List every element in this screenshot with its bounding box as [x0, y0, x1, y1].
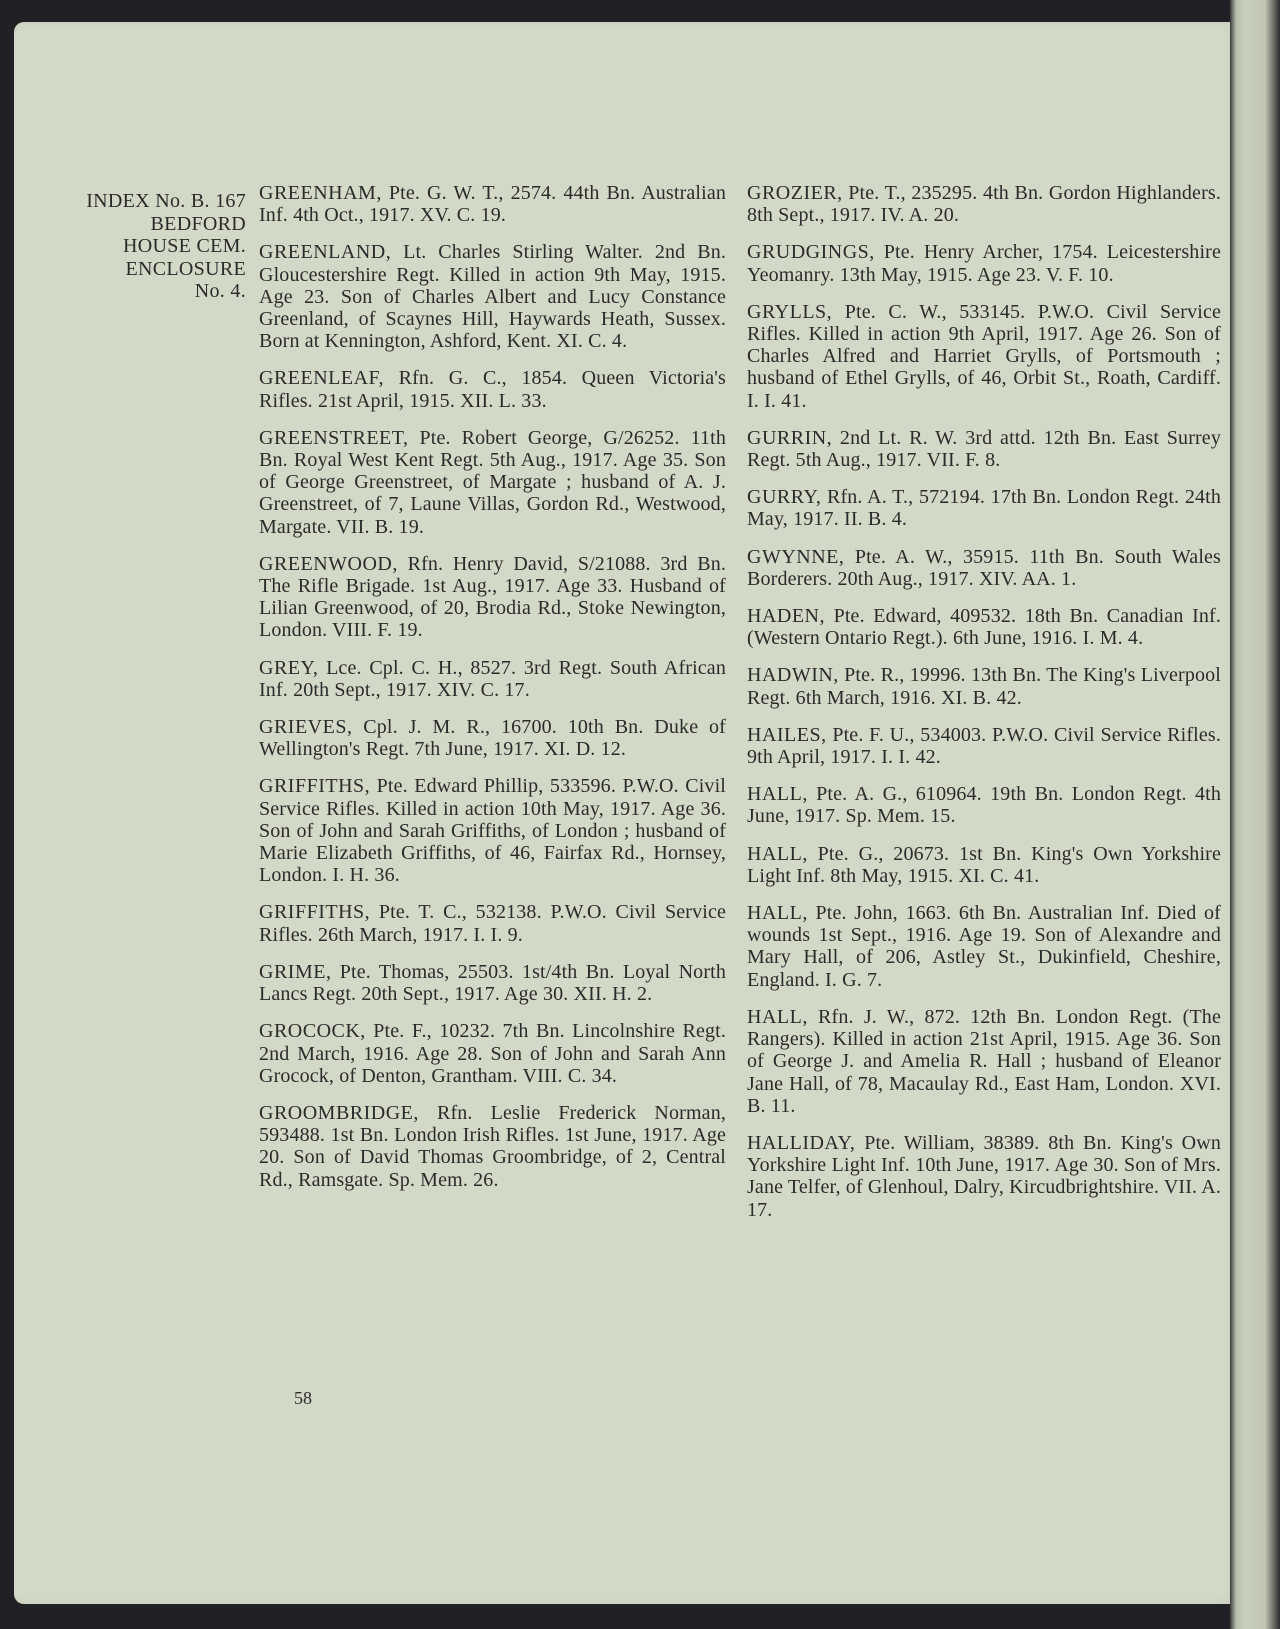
surname: GROOMBRIDGE, [259, 1101, 419, 1124]
casualty-entry [259, 1020, 726, 1087]
entry-details: Pte. T., 235295. 4th Bn. Gordon Highlanders. 8th Sept., 1917. IV. A. 20. [747, 182, 1221, 227]
casualty-entry [747, 241, 1221, 285]
entry-details: Rfn. J. W., 872. 12th Bn. London Regt. (The Rangers). Killed in action 21st April, 1915. Age 36. Son of George J. and Amelia R. Hall ; husband of Eleanor Jane Hall, of 78, Macaulay Rd., East Ham, London. XVI. B. 11. [747, 1005, 1221, 1117]
page-number: 58 [294, 1388, 312, 1408]
entry-details: Pte. A. G., 610964. 19th Bn. London Regt. 4th June, 1917. Sp. Mem. 15. [747, 783, 1221, 828]
casualty-entry [747, 783, 1221, 827]
entry-details: Lce. Cpl. C. H., 8527. 3rd Regt. South African Inf. 20th Sept., 1917. XIV. C. 17. [259, 656, 726, 701]
casualty-entry [259, 553, 726, 642]
entry-details: Pte. C. W., 533145. P.W.O. Civil Service Rifles. Killed in action 9th April, 1917. Age 26. Son of Charles Alfred and Harriet Grylls, of Portsmouth ; husband of Ethel Grylls, of 46, Orbit St., Roath, Cardiff. I. I. 41. [747, 300, 1221, 412]
surname: GROZIER, [747, 182, 843, 204]
entry-details: Rfn. Leslie Frederick Norman, 593488. 1st Bn. London Irish Rifles. 1st June, 1917. Age 20. Son of David Thomas Groombridge, of 2, Central Rd., Ramsgate. Sp. Mem. 26. [259, 1101, 726, 1191]
surname: GREENWOOD, [259, 552, 398, 575]
header-line: INDEX No. B. 167 [86, 190, 246, 212]
header-line: No. 4. [194, 280, 246, 302]
casualty-entry [747, 182, 1221, 226]
surname: GWYNNE, [747, 545, 845, 568]
casualty-entry [259, 716, 726, 760]
surname: GRIME, [259, 960, 332, 983]
surname: GRIFFITHS, [259, 901, 371, 924]
surname: GRIFFITHS, [259, 775, 371, 798]
entry-details: Rfn. A. T., 572194. 17th Bn. London Regt. 24th May, 1917. II. B. 4. [747, 486, 1221, 531]
casualty-entry [747, 427, 1221, 471]
header-line: BEDFORD [150, 212, 246, 235]
right-column [747, 182, 1221, 1236]
entry-details: Pte. Henry Archer, 1754. Leicestershire Yeomanry. 13th May, 1915. Age 23. V. F. 10. [747, 241, 1221, 286]
entry-details: 2nd Lt. R. W. 3rd attd. 12th Bn. East Surrey Regt. 5th Aug., 1917. VII. F. 8. [747, 426, 1221, 472]
surname: HALLIDAY, [747, 1131, 856, 1154]
surname: GREY, [259, 656, 319, 679]
entry-details: Pte. Edward, 409532. 18th Bn. Canadian Inf. (Western Ontario Regt.). 6th June, 1916. I. M. 4. [747, 605, 1222, 650]
surname: GRIEVES, [259, 716, 353, 739]
casualty-entry [259, 775, 726, 886]
entry-details: Pte. Robert George, G/26252. 11th Bn. Royal West Kent Regt. 5th Aug., 1917. Age 35. Son of George Greenstreet, of Margate ; husband of A. J. Greenstreet, of 7, Laune Villas, Gordon Rd., Westwood, Margate. VII. B. 19. [259, 426, 726, 538]
left-column [259, 182, 726, 1206]
entry-details: Pte. Thomas, 25503. 1st/4th Bn. Loyal North Lancs Regt. 20th Sept., 1917. Age 30. XII. H. 2. [259, 960, 726, 1006]
entry-details: Rfn. Henry David, S/21088. 3rd Bn. The Rifle Brigade. 1st Aug., 1917. Age 33. Husband of Lilian Greenwood, of 20, Brodia Rd., Stoke Newington, London. VIII. F. 19. [259, 552, 727, 642]
casualty-entry [747, 902, 1221, 991]
register-page [14, 22, 1236, 1604]
entry-details: Pte. Edward Phillip, 533596. P.W.O. Civil Service Rifles. Killed in action 10th May, 1917. Age 36. Son of John and Sarah Griffiths, of London ; husband of Marie Elizabeth Griffiths, of 46, Fairfax Rd., Hornsey, London. I. H. 36. [259, 775, 726, 887]
surname: GURRY, [747, 486, 822, 509]
header-line: HOUSE CEM. [122, 235, 246, 257]
entry-details: Pte. A. W., 35915. 11th Bn. South Wales Borderers. 20th Aug., 1917. XIV. AA. 1. [747, 545, 1221, 590]
entry-details: Pte. William, 38389. 8th Bn. King's Own Yorkshire Light Inf. 10th June, 1917. Age 30. Son of Mrs. Jane Telfer, of Glenhoul, Dalry, Kircudbrightshire. VII. A. 17. [747, 1131, 1221, 1221]
entry-details: Pte. G. W. T., 2574. 44th Bn. Australian Inf. 4th Oct., 1917. XV. C. 19. [259, 182, 727, 227]
header-line: ENCLOSURE [125, 257, 246, 280]
casualty-entry [259, 657, 726, 701]
entry-details: Rfn. G. C., 1854. Queen Victoria's Rifles. 21st April, 1915. XII. L. 33. [259, 367, 726, 412]
casualty-entry [747, 546, 1221, 590]
casualty-entry [747, 664, 1221, 708]
entry-details: Lt. Charles Stirling Walter. 2nd Bn. Gloucestershire Regt. Killed in action 9th May, 1915. Age 23. Son of Charles Albert and Lucy Constance Greenland, of Scaynes Hill, Haywards Heath, Sussex. Born at Kennington, Ashford, Kent. XI. C. 4. [259, 241, 726, 353]
casualty-entry [747, 486, 1221, 530]
casualty-entry [259, 427, 726, 538]
surname: GREENSTREET, [259, 426, 409, 449]
casualty-entry [259, 367, 726, 411]
surname: HADEN, [747, 605, 825, 628]
entry-details: Pte. T. C., 532138. P.W.O. Civil Service Rifles. 26th March, 1917. I. I. 9. [259, 901, 726, 946]
surname: HALL, [747, 783, 808, 806]
entry-details: Pte. G., 20673. 1st Bn. King's Own Yorkshire Light Inf. 8th May, 1915. XI. C. 41. [747, 842, 1221, 887]
surname: HADWIN, [747, 664, 839, 687]
casualty-entry [747, 301, 1221, 412]
surname: GREENHAM, [259, 182, 382, 204]
entry-details: Pte. John, 1663. 6th Bn. Australian Inf. Died of wounds 1st Sept., 1916. Age 19. Son of Alexandre and Mary Hall, of 206, Astley St., Dukinfield, Cheshire, England. I. G. 7. [747, 902, 1221, 991]
surname: GROCOCK, [259, 1020, 366, 1043]
casualty-entry [259, 961, 726, 1005]
casualty-entry [747, 605, 1221, 649]
entry-details: Cpl. J. M. R., 16700. 10th Bn. Duke of Wellington's Regt. 7th June, 1917. XI. D. 12. [259, 716, 726, 761]
entry-details: Pte. R., 19996. 13th Bn. The King's Liverpool Regt. 6th March, 1916. XI. B. 42. [747, 664, 1221, 709]
surname: GRUDGINGS, [747, 241, 875, 264]
book-spine [1230, 0, 1280, 1629]
casualty-entry [259, 182, 726, 226]
casualty-entry [747, 1132, 1221, 1221]
surname: HALL, [747, 902, 808, 925]
surname: HAILES, [747, 723, 827, 746]
surname: GRYLLS, [747, 300, 833, 323]
casualty-entry [259, 1102, 726, 1191]
surname: HALL, [747, 842, 808, 865]
casualty-entry [259, 901, 726, 945]
casualty-entry [747, 1006, 1221, 1117]
surname: GURRIN, [747, 426, 833, 449]
casualty-entry [259, 241, 726, 352]
casualty-entry [747, 724, 1221, 768]
entry-details: Pte. F., 10232. 7th Bn. Lincolnshire Regt. 2nd March, 1916. Age 28. Son of John and Sarah Ann Grocock, of Denton, Grantham. VIII. C. 34. [259, 1020, 727, 1087]
surname: GREENLEAF, [259, 367, 385, 390]
surname: HALL, [747, 1005, 808, 1028]
surname: GREENLAND, [259, 241, 392, 264]
casualty-entry [747, 843, 1221, 887]
entry-details: Pte. F. U., 534003. P.W.O. Civil Service Rifles. 9th April, 1917. I. I. 42. [747, 723, 1221, 769]
index-header [50, 190, 246, 303]
